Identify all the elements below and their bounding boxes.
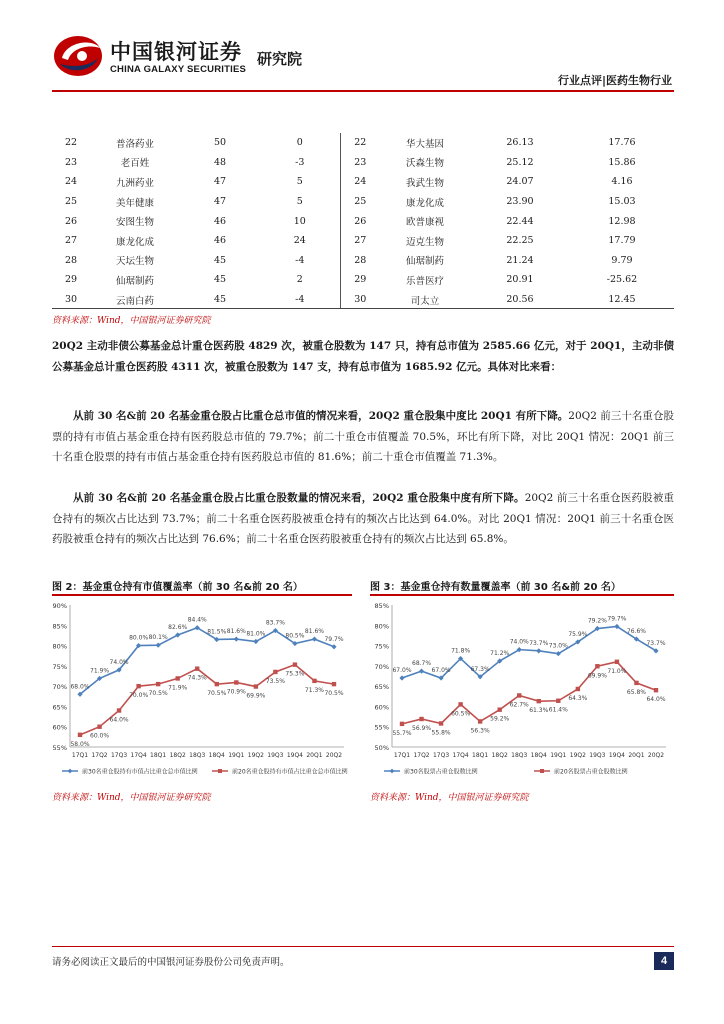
- data-point: [556, 699, 560, 703]
- x-tick-label: 18Q3: [511, 752, 528, 759]
- data-label: 58.0%: [70, 740, 90, 748]
- table-cell: 21.24: [506, 254, 534, 266]
- table-cell: 老百姓: [120, 158, 150, 170]
- table-cell: 27: [340, 231, 380, 251]
- paragraph-value-coverage: [52, 406, 674, 468]
- table-cell: 26: [340, 211, 380, 231]
- x-tick-label: 17Q2: [91, 752, 108, 759]
- data-point: [419, 669, 424, 674]
- paragraph-count-body: 20Q2 前三十名重仓医药股被重仓持有的频次占比达到 73.7%；前二十名重仓医药股被重仓持有的频次占比达到 64.0%。对比 20Q1 情况：20Q1 前三十名重仓医药股被重仓持有的频次占比达到 76.6%；前二十名重仓医药股被重仓持有的频次占比达到 65.8%。: [52, 492, 674, 545]
- data-label: 62.7%: [509, 701, 529, 709]
- legend-label-1: 前30名重仓股持有市值占比重仓总市值比例: [82, 768, 198, 776]
- galaxy-logo-icon: [52, 34, 106, 78]
- table-cell: 50: [213, 137, 227, 149]
- data-point: [517, 693, 521, 697]
- y-tick-label: 50%: [374, 744, 389, 752]
- table-cell: 24: [293, 235, 306, 247]
- data-point: [576, 687, 580, 691]
- table-cell: -25.62: [606, 274, 638, 286]
- section-tag: 行业点评|医药生物行业: [557, 74, 672, 87]
- paragraph-count-lead: 从前 30 名&前 20 名基金重仓股占比重仓股数量的情况来看，20Q2 重仓股集中度有所下降。: [73, 492, 525, 504]
- page-number: 4: [654, 952, 674, 970]
- table-cell: 26.13: [506, 137, 534, 149]
- data-point: [293, 662, 297, 666]
- table-cell: 22.44: [506, 215, 534, 227]
- x-tick-label: 20Q2: [325, 752, 343, 759]
- table-cell: 22.25: [506, 235, 534, 247]
- table-cell: 25.12: [506, 156, 534, 168]
- table-row: [52, 153, 674, 173]
- y-tick-label: 90%: [52, 602, 67, 610]
- x-tick-label: 18Q3: [189, 752, 206, 759]
- table-cell: 25: [64, 196, 78, 208]
- paragraph-summary: 20Q2 主动非债公募基金总计重仓医药股 4829 次，被重仓股数为 147 只，持有总市值为 2585.66 亿元，对于 20Q1，主动非债公募基金总计重仓医药股 4311 次，被重仓股数为 147 支，持有总市值为 1685.92 亿元。具体对比来看：: [52, 340, 674, 373]
- data-point: [97, 725, 101, 729]
- y-tick-label: 80%: [52, 642, 67, 651]
- table-cell: 沃森生物: [405, 158, 444, 170]
- figure-2-title: 图 2：基金重仓持有市值覆盖率（前 30 名&前 20 名）: [52, 582, 303, 593]
- table-cell: 27: [64, 235, 78, 247]
- brand-name-cn: 中国银河证券: [110, 40, 242, 64]
- x-tick-label: 17Q3: [110, 752, 128, 759]
- data-label: 68.0%: [70, 683, 90, 691]
- legend-marker: [390, 769, 395, 774]
- y-tick-label: 85%: [374, 602, 389, 610]
- table-cell: 欧普康视: [405, 217, 444, 229]
- table-cell: 安图生物: [115, 217, 154, 229]
- data-label: 55.8%: [431, 729, 451, 737]
- table-bottom-rule: [52, 308, 674, 309]
- table-row: [52, 133, 674, 153]
- data-label: 67.0%: [392, 667, 412, 675]
- footer-divider: [52, 946, 674, 947]
- table-cell: 46: [213, 215, 227, 227]
- table-cell: 30: [340, 290, 380, 310]
- chart-value-coverage: [40, 597, 352, 783]
- data-label: 80.1%: [148, 634, 168, 642]
- data-label: 60.0%: [90, 732, 110, 740]
- table-row: [52, 270, 674, 290]
- data-label: 80.5%: [285, 632, 305, 640]
- table-cell: 2: [296, 274, 303, 286]
- data-label: 70.5%: [324, 690, 344, 698]
- x-tick-label: 19Q2: [247, 752, 264, 759]
- data-label: 70.5%: [148, 690, 168, 698]
- table-cell: 29: [64, 274, 78, 286]
- table-cell: -3: [295, 156, 305, 168]
- table-cell: 5: [296, 176, 303, 188]
- brand-institute: 研究院: [257, 50, 303, 68]
- table-cell: 20.56: [506, 294, 534, 306]
- data-label: 64.0%: [109, 716, 129, 724]
- table-cell: 24.07: [506, 176, 534, 188]
- table-cell: 康龙化成: [115, 236, 154, 248]
- data-point: [439, 721, 443, 725]
- data-label: 69.9%: [246, 692, 266, 700]
- paragraph-value-lead: 从前 30 名&前 20 名基金重仓股占比重仓总市值的情况来看，20Q2 重仓股集中度比 20Q1 有所下降。: [73, 410, 569, 422]
- table-cell: 24: [340, 172, 380, 192]
- figure-2-source: 资料来源：Wind，中国银河证券研究院: [52, 793, 211, 803]
- data-label: 79.7%: [324, 635, 344, 643]
- data-point: [273, 670, 277, 674]
- data-label: 73.7%: [529, 639, 549, 647]
- table-cell: 47: [213, 196, 227, 208]
- table-cell: 乐普医疗: [405, 275, 444, 287]
- table-cell: 46: [213, 235, 227, 247]
- data-point: [175, 676, 179, 680]
- data-label: 71.2%: [490, 649, 510, 657]
- footer-disclaimer: 请务必阅读正文最后的中国银河证券股份公司免责声明。: [52, 957, 290, 968]
- x-tick-label: 19Q1: [228, 752, 245, 759]
- data-point: [254, 684, 258, 688]
- x-tick-label: 19Q3: [267, 752, 284, 759]
- table-cell: 30: [64, 294, 78, 306]
- legend-marker: [218, 769, 222, 773]
- data-label: 84.4%: [187, 616, 207, 624]
- data-label: 64.3%: [568, 694, 588, 702]
- chart-count-coverage: [362, 597, 674, 783]
- data-point: [497, 707, 501, 711]
- data-point: [215, 682, 219, 686]
- x-tick-label: 17Q4: [452, 752, 469, 759]
- table-cell: 22: [64, 137, 78, 149]
- table-cell: 26: [64, 215, 78, 227]
- y-tick-label: 60%: [374, 703, 389, 712]
- data-label: 61.4%: [548, 706, 568, 714]
- table-cell: 我武生物: [405, 177, 444, 189]
- table-cell: 4.16: [611, 176, 633, 188]
- page-header: [0, 0, 724, 92]
- table-cell: 25: [340, 192, 380, 212]
- table-row: [52, 192, 674, 212]
- table-cell: 云南白药: [115, 295, 154, 307]
- table-cell: 普洛药业: [115, 138, 154, 150]
- data-point: [156, 682, 160, 686]
- header-divider: [52, 90, 674, 92]
- data-label: 71.8%: [451, 647, 471, 655]
- table-cell: -4: [295, 254, 305, 266]
- data-point: [312, 679, 316, 683]
- data-label: 82.6%: [168, 624, 188, 632]
- table-cell: 仙琚制药: [115, 275, 154, 287]
- x-tick-label: 18Q4: [530, 752, 547, 759]
- table-source: 资料来源：Wind，中国银河证券研究院: [52, 316, 211, 326]
- table-cell: 17.76: [608, 137, 636, 149]
- table-cell: 九洲药业: [115, 177, 154, 189]
- data-point: [458, 702, 462, 706]
- data-point: [195, 666, 199, 670]
- data-label: 76.6%: [626, 628, 646, 636]
- table-row: [52, 251, 674, 271]
- data-label: 56.9%: [412, 725, 432, 733]
- x-tick-label: 18Q2: [491, 752, 508, 759]
- x-tick-label: 17Q2: [413, 752, 430, 759]
- data-label: 75.9%: [568, 630, 588, 638]
- data-point: [595, 664, 599, 668]
- paragraph-value-body: 20Q2 前三十名重仓股票的持有市值占基金重仓持有医药股总市值的 79.7%；前二十重仓市值覆盖 70.5%，环比有所下降，对比 20Q1 情况：20Q1 前三十名重仓股票的持有市值占基金重仓持有医药股总市值的 81.6%；前二十重仓市值覆盖 71.3%。: [52, 410, 674, 463]
- table-row: [52, 211, 674, 231]
- x-tick-label: 18Q1: [150, 752, 167, 759]
- figure-3-source: 资料来源：Wind，中国银河证券研究院: [370, 793, 529, 803]
- x-tick-label: 18Q4: [208, 752, 225, 759]
- figure-3-title: 图 3：基金重仓持有数量覆盖率（前 30 名&前 20 名）: [370, 582, 621, 593]
- table-row: [52, 290, 674, 310]
- data-point: [136, 684, 140, 688]
- table-cell: 22: [340, 133, 380, 153]
- data-label: 70.0%: [129, 692, 149, 700]
- y-tick-label: 55%: [374, 723, 389, 732]
- y-tick-label: 80%: [374, 622, 389, 631]
- data-label: 71.9%: [168, 684, 188, 692]
- table-cell: 10: [293, 215, 306, 227]
- y-tick-label: 75%: [52, 662, 67, 671]
- table-cell: 华大基因: [405, 138, 444, 150]
- data-point: [332, 682, 336, 686]
- table-cell: 47: [213, 176, 227, 188]
- data-label: 56.3%: [470, 727, 490, 735]
- y-tick-label: 65%: [374, 683, 389, 692]
- y-tick-label: 75%: [374, 642, 389, 651]
- data-point: [400, 722, 404, 726]
- data-point: [78, 733, 82, 737]
- data-label: 67.3%: [470, 665, 490, 673]
- table-cell: 29: [340, 270, 380, 290]
- table-cell: -4: [295, 294, 305, 306]
- table-cell: 23: [340, 153, 380, 173]
- table-cell: 天坛生物: [115, 256, 154, 268]
- table-cell: 24: [64, 176, 78, 188]
- data-label: 71.3%: [304, 686, 324, 694]
- data-point: [536, 648, 541, 653]
- data-label: 81.6%: [304, 628, 324, 636]
- table-cell: 0: [296, 137, 303, 149]
- data-label: 73.7%: [646, 639, 666, 647]
- data-label: 61.3%: [529, 707, 549, 715]
- table-cell: 17.79: [608, 235, 636, 247]
- table-row: [52, 231, 674, 251]
- table-cell: 美年健康: [115, 197, 154, 209]
- table-cell: 司太立: [410, 295, 440, 307]
- x-tick-label: 20Q1: [306, 752, 323, 759]
- legend-label-1: 前30名股票占重仓股数比例: [404, 768, 478, 776]
- table-cell: 12.45: [608, 294, 636, 306]
- figure-3-rule: [370, 594, 674, 596]
- y-tick-label: 55%: [52, 744, 67, 752]
- table-cell: 15.03: [608, 196, 636, 208]
- data-label: 81.0%: [246, 630, 266, 638]
- data-label: 74.0%: [109, 658, 129, 666]
- data-label: 74.0%: [509, 638, 529, 646]
- table-cell: 28: [340, 251, 380, 271]
- data-label: 65.8%: [626, 688, 646, 696]
- x-tick-label: 20Q1: [628, 752, 645, 759]
- legend-label-2: 前20名股票占重仓股数比例: [554, 768, 628, 776]
- data-label: 81.6%: [226, 628, 246, 636]
- table-cell: 48: [213, 156, 227, 168]
- data-label: 67.0%: [431, 667, 451, 675]
- data-label: 60.5%: [451, 710, 471, 718]
- x-tick-label: 18Q1: [472, 752, 489, 759]
- legend-marker: [540, 769, 544, 773]
- table-cell: 12.98: [608, 215, 636, 227]
- data-label: 71.9%: [90, 667, 110, 675]
- x-tick-label: 19Q4: [286, 752, 304, 759]
- data-label: 59.2%: [490, 715, 510, 723]
- x-tick-label: 17Q3: [432, 752, 450, 759]
- data-label: 79.7%: [607, 615, 627, 623]
- y-tick-label: 70%: [52, 683, 67, 692]
- table-cell: 20.91: [506, 274, 534, 286]
- x-tick-label: 20Q2: [647, 752, 665, 759]
- data-label: 69.9%: [587, 672, 607, 680]
- legend-marker: [68, 769, 73, 774]
- table-cell: 23: [64, 156, 78, 168]
- data-label: 74.3%: [187, 674, 207, 682]
- data-label: 75.3%: [285, 670, 305, 678]
- data-label: 70.9%: [226, 688, 246, 696]
- data-point: [117, 708, 121, 712]
- y-tick-label: 85%: [52, 622, 67, 631]
- data-point: [615, 660, 619, 664]
- table-cell: 康龙化成: [405, 197, 444, 209]
- table-cell: 仙琚制药: [405, 256, 444, 268]
- data-point: [419, 717, 423, 721]
- data-point: [634, 681, 638, 685]
- x-tick-label: 17Q4: [130, 752, 147, 759]
- data-point: [478, 719, 482, 723]
- data-point: [654, 688, 658, 692]
- data-label: 83.7%: [265, 619, 285, 627]
- x-tick-label: 17Q1: [393, 752, 411, 759]
- data-label: 81.5%: [207, 628, 227, 636]
- data-label: 68.7%: [412, 660, 432, 668]
- paragraph-count-coverage: [52, 488, 674, 550]
- x-tick-label: 17Q1: [71, 752, 89, 759]
- figure-2-rule: [52, 594, 352, 596]
- y-tick-label: 60%: [52, 723, 67, 732]
- data-point: [537, 699, 541, 703]
- table-cell: 9.79: [611, 254, 633, 266]
- y-tick-label: 65%: [52, 703, 67, 712]
- table-cell: 45: [213, 294, 227, 306]
- x-tick-label: 19Q1: [550, 752, 567, 759]
- data-label: 55.7%: [392, 729, 412, 737]
- data-label: 64.0%: [646, 696, 666, 704]
- table-cell: 45: [213, 274, 227, 286]
- x-tick-label: 19Q4: [608, 752, 626, 759]
- x-tick-label: 19Q2: [569, 752, 586, 759]
- x-tick-label: 18Q2: [169, 752, 186, 759]
- data-point: [234, 636, 239, 641]
- table-cell: 28: [64, 254, 78, 266]
- data-label: 73.0%: [548, 642, 568, 650]
- data-point: [399, 675, 404, 680]
- data-label: 73.5%: [265, 677, 285, 685]
- data-label: 71.0%: [607, 667, 627, 675]
- x-tick-label: 19Q3: [589, 752, 606, 759]
- company-logo: [52, 34, 322, 78]
- ranking-table: [52, 133, 674, 309]
- table-cell: 45: [213, 254, 227, 266]
- data-label: 80.0%: [129, 634, 149, 642]
- brand-name-en: CHINA GALAXY SECURITIES: [110, 64, 247, 75]
- data-point: [331, 644, 336, 649]
- y-tick-label: 70%: [374, 662, 389, 671]
- table-cell: 15.86: [608, 156, 636, 168]
- legend-label-2: 前20名重仓股持有市值占比重仓总市值比例: [232, 768, 348, 776]
- table-cell: 23.90: [506, 196, 534, 208]
- data-label: 70.5%: [207, 690, 227, 698]
- table-row: [52, 172, 674, 192]
- data-point: [312, 636, 317, 641]
- table-cell: 迈克生物: [405, 236, 444, 248]
- table-cell: 5: [296, 196, 303, 208]
- data-label: 79.2%: [587, 617, 607, 625]
- data-point: [234, 680, 238, 684]
